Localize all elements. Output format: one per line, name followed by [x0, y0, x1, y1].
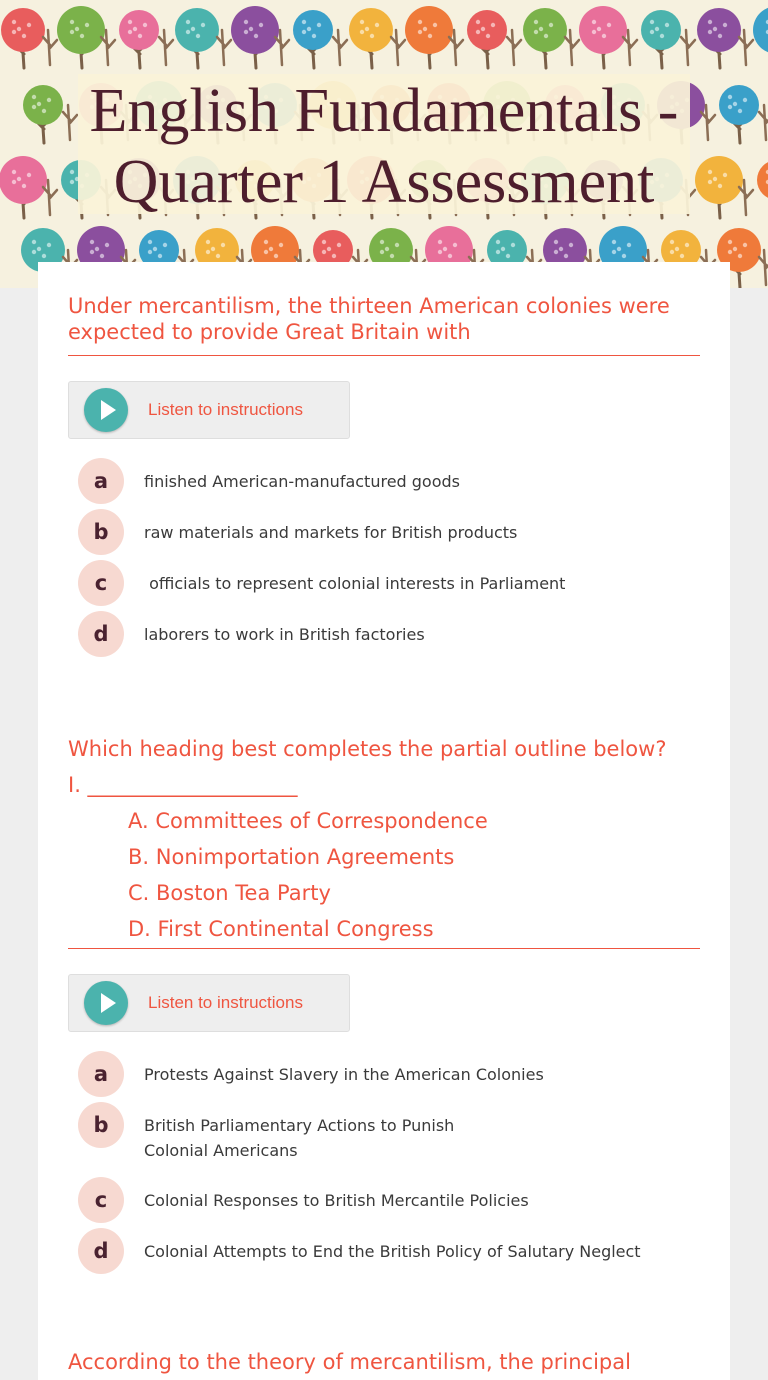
play-icon[interactable]: [84, 981, 128, 1025]
option-c[interactable]: [78, 1177, 698, 1223]
option-b[interactable]: [78, 509, 698, 555]
option-text: Colonial Attempts to End the British Policy of Salutary Neglect: [144, 1242, 641, 1261]
option-text: officials to represent colonial interests in Parliament: [144, 574, 566, 593]
outline-item: D. First Continental Congress: [128, 917, 434, 941]
question-2-stem: Which heading best completes the partial outline below?: [68, 737, 667, 761]
question-2-divider: [68, 948, 700, 949]
option-b[interactable]: [78, 1102, 698, 1162]
option-badge[interactable]: c: [78, 560, 124, 606]
outline-item: A. Committees of Correspondence: [128, 809, 488, 833]
question-2-prompt: [68, 731, 700, 947]
option-badge[interactable]: b: [78, 1102, 124, 1148]
option-text: finished American-manufactured goods: [144, 472, 460, 491]
option-text: Protests Against Slavery in the American Colonies: [144, 1065, 544, 1084]
option-badge[interactable]: c: [78, 1177, 124, 1223]
option-d[interactable]: [78, 611, 698, 657]
option-d[interactable]: [78, 1228, 698, 1274]
option-badge[interactable]: a: [78, 458, 124, 504]
listen-label: Listen to instructions: [148, 400, 303, 419]
option-badge[interactable]: d: [78, 611, 124, 657]
question-3-prompt: According to the theory of mercantilism, the principal: [68, 1350, 631, 1374]
outline-item: C. Boston Tea Party: [128, 881, 331, 905]
listen-button[interactable]: [68, 974, 350, 1032]
option-badge[interactable]: b: [78, 509, 124, 555]
listen-button[interactable]: [68, 381, 350, 439]
option-text: British Parliamentary Actions to Punish Colonial Americans: [144, 1116, 455, 1160]
outline-heading-blank: I. ____________________: [68, 773, 298, 797]
header-banner: [0, 0, 768, 288]
play-icon[interactable]: [84, 388, 128, 432]
outline-item: B. Nonimportation Agreements: [128, 845, 455, 869]
question-1-prompt: Under mercantilism, the thirteen American colonies were expected to provide Great Britain with: [68, 294, 670, 344]
option-text: laborers to work in British factories: [144, 625, 425, 644]
listen-label: Listen to instructions: [148, 993, 303, 1012]
worksheet-title: [70, 76, 698, 218]
title-line-2: Quarter 1 Assessment: [113, 148, 655, 216]
question-1-divider: [68, 355, 700, 356]
option-text: raw materials and markets for British products: [144, 523, 518, 542]
title-line-1: English Fundamentals -: [89, 77, 679, 145]
option-text: Colonial Responses to British Mercantile Policies: [144, 1191, 529, 1210]
option-c[interactable]: [78, 560, 698, 606]
option-badge[interactable]: d: [78, 1228, 124, 1274]
option-a[interactable]: [78, 458, 698, 504]
option-badge[interactable]: a: [78, 1051, 124, 1097]
option-a[interactable]: [78, 1051, 698, 1097]
